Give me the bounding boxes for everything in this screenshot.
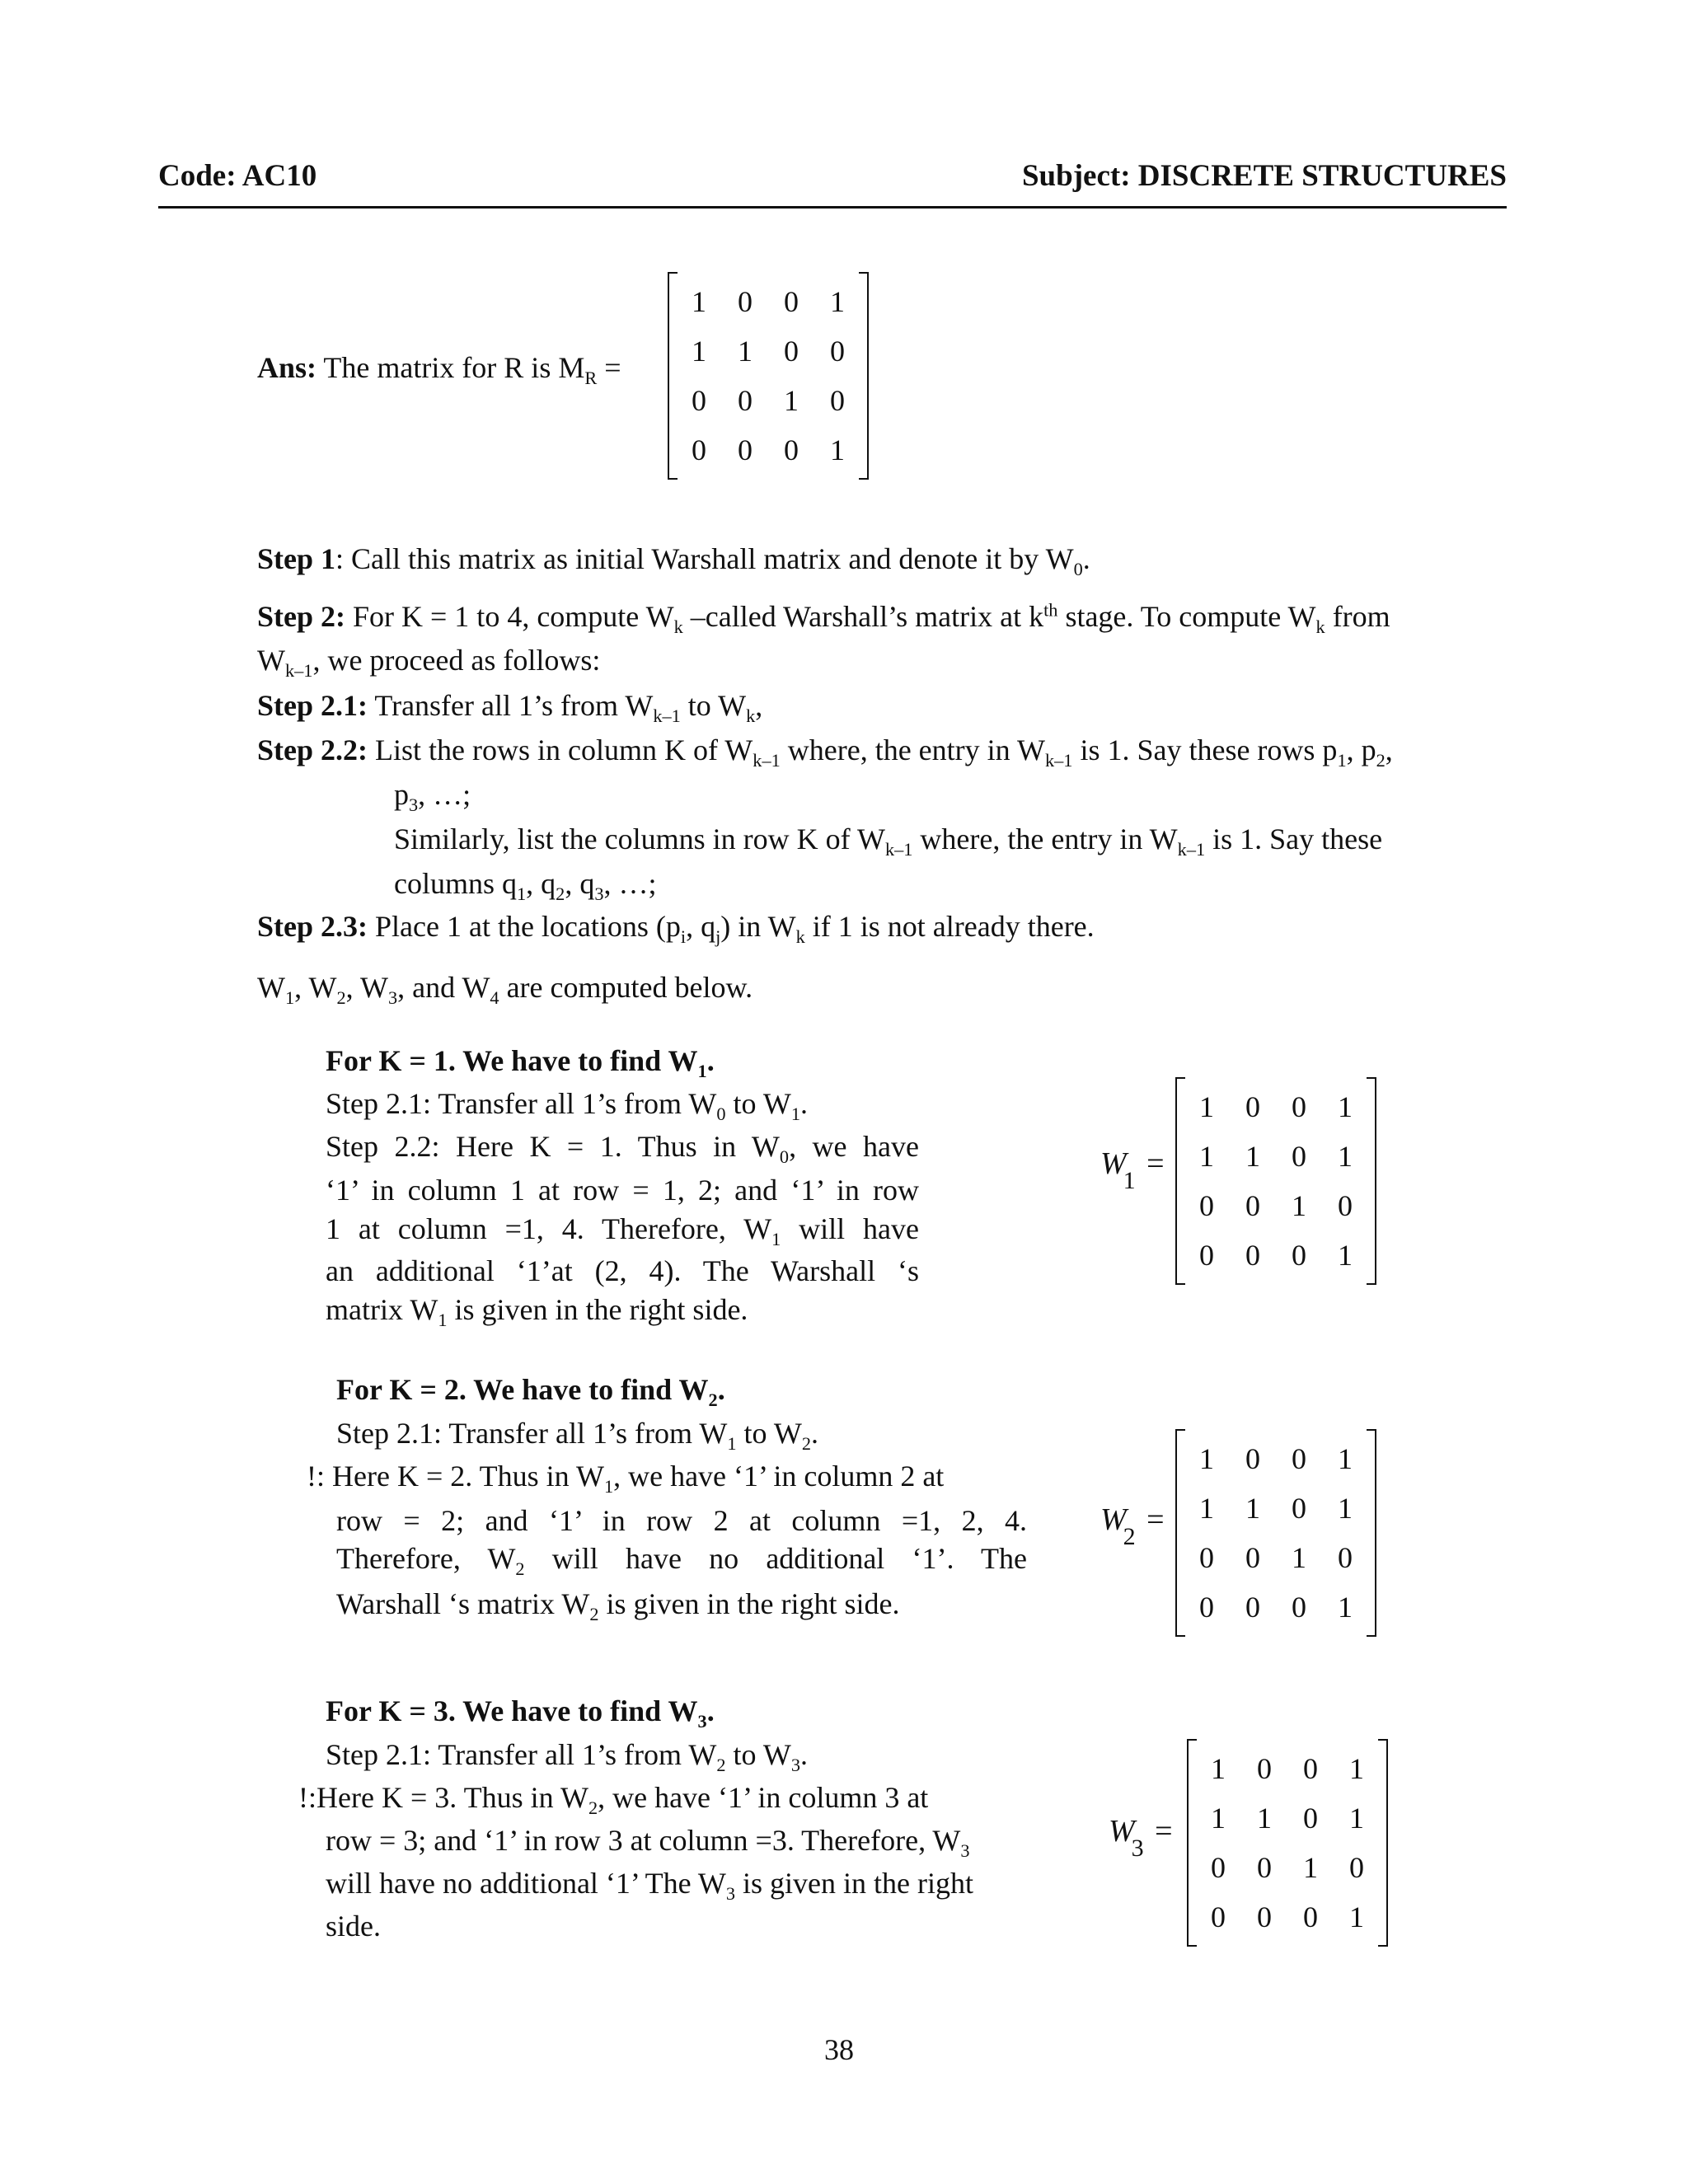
matrix-cell: 1 (1199, 1442, 1214, 1475)
matrix-cell: 0 (1245, 1442, 1260, 1475)
matrix-cell: 0 (784, 335, 799, 368)
matrix-cell: 1 (1199, 1140, 1214, 1173)
matrix-cell: 0 (1199, 1591, 1214, 1624)
matrix-cell: 1 (1349, 1802, 1364, 1835)
matrix-cell: 1 (1199, 1090, 1214, 1123)
matrix-cell: 1 (692, 285, 706, 318)
matrix-cell: 1 (1245, 1140, 1260, 1173)
matrix-cell: 1 (1338, 1442, 1353, 1475)
matrix-cell: 0 (830, 335, 845, 368)
k2-line3: row = 2; and ‘1’ in row 2 at column =1, 2, 4. (336, 1504, 1027, 1537)
header-code: Code: AC10 (158, 159, 317, 193)
matrix-cell: 0 (1257, 1900, 1272, 1933)
k1-line1: Step 2.1: Transfer all 1’s from $W_0$ to $W_1$. (326, 1087, 808, 1124)
answer-lead: Ans: The matrix for R is $M_R$ = (257, 351, 621, 388)
matrix-cell: 0 (692, 384, 706, 417)
matrix-cell: 0 (830, 384, 845, 417)
page-number: 38 (824, 2033, 854, 2066)
matrix-cell: 0 (784, 285, 799, 318)
matrix-cell: 1 (1292, 1541, 1306, 1574)
matrix-w2 (1175, 1429, 1376, 1637)
matrix-cell: 1 (692, 335, 706, 368)
matrix-cell: 0 (738, 384, 753, 417)
matrix-cell: 0 (692, 434, 706, 466)
matrix-cell: 0 (1245, 1189, 1260, 1222)
matrix-cell: 0 (1292, 1591, 1306, 1624)
k3-line2: !:Here K = 3. Thus in $W_2$, we have ‘1’ in column 3 at (298, 1781, 929, 1818)
matrix-cell: 0 (1303, 1802, 1318, 1835)
matrix-cell: 1 (1257, 1802, 1272, 1835)
matrix-cell: 1 (1245, 1492, 1260, 1525)
matrix-cell: 0 (738, 285, 753, 318)
matrix-mr (668, 272, 869, 480)
k2-line4: Therefore, $W_2$ will have no additional ‘1’. The (336, 1542, 1027, 1579)
k3-matrix-label: $W_3$ = (1109, 1814, 1173, 1862)
k3-line5: side. (326, 1910, 381, 1943)
step-2-2-line2: $p_3$, …; (394, 778, 471, 815)
k1-matrix-label: $W_1$ = (1100, 1146, 1165, 1194)
k2-line1: Step 2.1: Transfer all 1’s from $W_1$ to $W_2$. (336, 1417, 818, 1454)
matrix-cell: 0 (784, 434, 799, 466)
matrix-cell: 0 (738, 434, 753, 466)
k2-line5: Warshall ‘s matrix $W_2$ is given in the right side. (336, 1587, 900, 1624)
k3-line1: Step 2.1: Transfer all 1’s from $W_2$ to $W_3$. (326, 1738, 808, 1775)
matrix-cell: 0 (1211, 1900, 1226, 1933)
k1-line4: 1 at column =1, 4. Therefore, $W_1$ will have (326, 1212, 919, 1249)
step-2-2-line3: Similarly, list the columns in row K of $W_{k-1}$ where, the entry in $W_{k-1}$ is 1. Say these (394, 823, 1383, 860)
k1-line2: Step 2.2: Here K = 1. Thus in $W_0$, we have (326, 1130, 919, 1167)
step-2-line2: $W_{k-1}$, we proceed as follows: (257, 644, 601, 681)
matrix-cell: 0 (1257, 1851, 1272, 1884)
matrix-cell: 0 (1292, 1140, 1306, 1173)
step-2-2-line4: columns $q_1$, $q_2$, $q_3$, …; (394, 867, 657, 904)
step-1: Step 1: Call this matrix as initial Warshall matrix and denote it by $W_0$. (257, 542, 1090, 579)
matrix-cell: 1 (830, 434, 845, 466)
matrix-cell: 0 (1245, 1541, 1260, 1574)
matrix-cell: 1 (1338, 1492, 1353, 1525)
matrix-cell: 0 (1211, 1851, 1226, 1884)
matrix-cell: 0 (1245, 1239, 1260, 1272)
matrix-cell: 0 (1292, 1239, 1306, 1272)
matrix-cell: 1 (1338, 1239, 1353, 1272)
matrix-cell: 0 (1303, 1752, 1318, 1785)
matrix-cell: 0 (1199, 1541, 1214, 1574)
matrix-cell: 1 (1338, 1140, 1353, 1173)
matrix-cell: 1 (830, 285, 845, 318)
matrix-cell: 1 (1211, 1752, 1226, 1785)
k3-line4: will have no additional ‘1’ The $W_3$ is given in the right (326, 1867, 974, 1904)
matrix-cell: 0 (1292, 1442, 1306, 1475)
matrix-cell: 0 (1338, 1541, 1353, 1574)
matrix-cell: 0 (1245, 1591, 1260, 1624)
k3-line3: row = 3; and ‘1’ in row 3 at column =3. Therefore, $W_3$ (326, 1824, 970, 1861)
matrix-cell: 0 (1338, 1189, 1353, 1222)
matrix-cell: 1 (738, 335, 753, 368)
matrix-cell: 1 (784, 384, 799, 417)
matrix-cell: 0 (1349, 1851, 1364, 1884)
matrix-w1 (1175, 1077, 1376, 1285)
matrix-cell: 1 (1338, 1591, 1353, 1624)
matrix-cell: 0 (1257, 1752, 1272, 1785)
matrix-cell: 0 (1245, 1090, 1260, 1123)
step-2-1: Step 2.1: Transfer all 1’s from $W_{k-1}$ to $W_k$, (257, 689, 763, 726)
k3-title: For K = 3. We have to find $W_3$. (326, 1694, 715, 1732)
matrix-cell: 0 (1199, 1239, 1214, 1272)
matrix-cell: 1 (1303, 1851, 1318, 1884)
matrix-cell: 0 (1292, 1090, 1306, 1123)
matrix-cell: 1 (1292, 1189, 1306, 1222)
k1-title: For K = 1. We have to find $W_1$. (326, 1044, 715, 1081)
matrix-cell: 1 (1349, 1900, 1364, 1933)
computed-below: $W_1$, $W_2$, $W_3$, and $W_4$ are computed below. (257, 971, 753, 1008)
header-subject: Subject: DISCRETE STRUCTURES (1021, 159, 1507, 193)
k2-line2: !: Here K = 2. Thus in $W_1$, we have ‘1’ in column 2 at (307, 1460, 945, 1497)
step-2-3: Step 2.3: Place 1 at the locations ($p_i$, $q_j$) in $W_k$ if 1 is not already there. (257, 910, 1095, 947)
k1-line5: an additional ‘1’at (2, 4). The Warshall ‘s (326, 1254, 919, 1287)
k2-matrix-label: $W_2$ = (1100, 1502, 1165, 1550)
matrix-cell: 0 (1303, 1900, 1318, 1933)
matrix-cell: 1 (1349, 1752, 1364, 1785)
matrix-cell: 1 (1338, 1090, 1353, 1123)
matrix-cell: 0 (1292, 1492, 1306, 1525)
matrix-cell: 1 (1199, 1492, 1214, 1525)
matrix-cell: 0 (1199, 1189, 1214, 1222)
k2-title: For K = 2. We have to find $W_2$. (336, 1373, 725, 1410)
step-2-2: Step 2.2: List the rows in column K of $W_{k-1}$ where, the entry in $W_{k-1}$ is 1. Say these rows $p_1$, $p_2$, (257, 733, 1393, 771)
step-2: Step 2: For K = 1 to 4, compute $W_k$ –called Warshall’s matrix at $k^{th}$ stage. To compute $W_k$ from (257, 599, 1390, 637)
k1-line3: ‘1’ in column 1 at row = 1, 2; and ‘1’ in row (326, 1174, 919, 1207)
k1-line6: matrix $W_1$ is given in the right side. (326, 1293, 748, 1330)
header-rule (158, 206, 1507, 209)
matrix-cell: 1 (1211, 1802, 1226, 1835)
matrix-w3 (1187, 1739, 1388, 1947)
